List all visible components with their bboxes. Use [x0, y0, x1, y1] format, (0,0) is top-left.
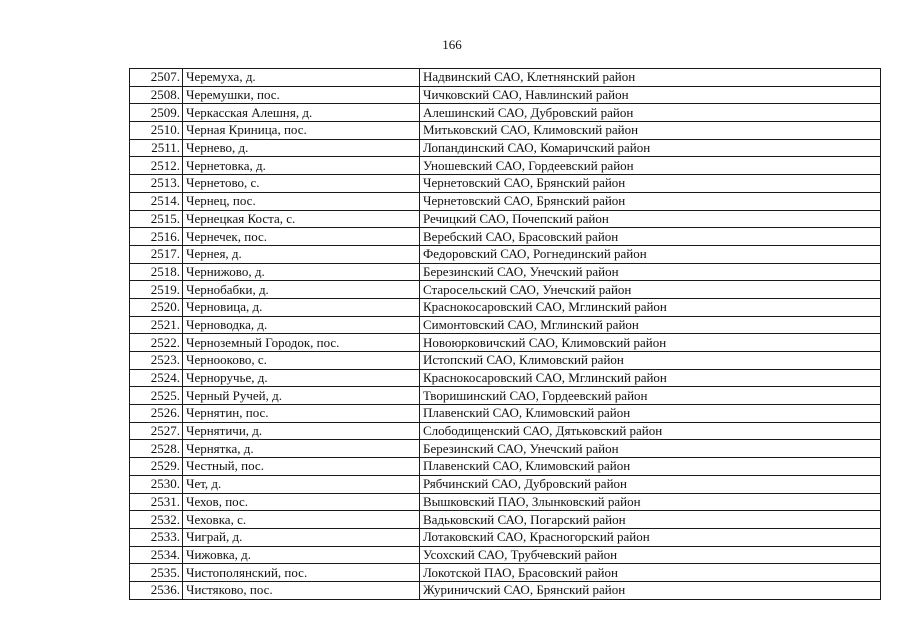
admin-district-cell: Уношевский САО, Гордеевский район [420, 157, 881, 175]
row-number-cell: 2528. [130, 440, 183, 458]
table-row [130, 334, 881, 352]
settlement-name-cell: Чернец, пос. [183, 192, 420, 210]
admin-district-cell: Журиничский САО, Брянский район [420, 581, 881, 599]
row-number-cell: 2525. [130, 387, 183, 405]
settlement-name-cell: Чернижово, д. [183, 263, 420, 281]
settlement-name-cell: Чернобабки, д. [183, 281, 420, 299]
row-number-cell: 2519. [130, 281, 183, 299]
row-number-cell: 2516. [130, 228, 183, 246]
admin-district-cell: Краснокосаровский САО, Мглинский район [420, 298, 881, 316]
row-number-cell: 2529. [130, 458, 183, 476]
settlement-name-cell: Чернечек, пос. [183, 228, 420, 246]
settlement-name-cell: Чернея, д. [183, 245, 420, 263]
row-number-cell: 2507. [130, 69, 183, 87]
row-number-cell: 2511. [130, 139, 183, 157]
settlement-name-cell: Чернево, д. [183, 139, 420, 157]
settlement-name-cell: Чернятичи, д. [183, 422, 420, 440]
row-number-cell: 2509. [130, 104, 183, 122]
settlement-name-cell: Черкасская Алешня, д. [183, 104, 420, 122]
table-row [130, 458, 881, 476]
table-row [130, 422, 881, 440]
admin-district-cell: Веребский САО, Брасовский район [420, 228, 881, 246]
admin-district-cell: Краснокосаровский САО, Мглинский район [420, 369, 881, 387]
row-number-cell: 2512. [130, 157, 183, 175]
row-number-cell: 2524. [130, 369, 183, 387]
settlement-name-cell: Чернетово, с. [183, 175, 420, 193]
admin-district-cell: Лопандинский САО, Комаричский район [420, 139, 881, 157]
table-row [130, 281, 881, 299]
settlement-name-cell: Чехов, пос. [183, 493, 420, 511]
row-number-cell: 2532. [130, 511, 183, 529]
table-row [130, 69, 881, 87]
table-row [130, 493, 881, 511]
settlement-name-cell: Черновица, д. [183, 298, 420, 316]
table-row [130, 86, 881, 104]
settlement-name-cell: Чижовка, д. [183, 546, 420, 564]
row-number-cell: 2514. [130, 192, 183, 210]
admin-district-cell: Надвинский САО, Клетнянский район [420, 69, 881, 87]
table-row [130, 546, 881, 564]
table-row [130, 352, 881, 370]
admin-district-cell: Новоюрковичский САО, Климовский район [420, 334, 881, 352]
admin-district-cell: Березинский САО, Унечский район [420, 440, 881, 458]
admin-district-cell: Федоровский САО, Рогнединский район [420, 245, 881, 263]
table-row [130, 528, 881, 546]
settlement-name-cell: Чиграй, д. [183, 528, 420, 546]
row-number-cell: 2522. [130, 334, 183, 352]
row-number-cell: 2513. [130, 175, 183, 193]
row-number-cell: 2515. [130, 210, 183, 228]
row-number-cell: 2517. [130, 245, 183, 263]
row-number-cell: 2533. [130, 528, 183, 546]
admin-district-cell: Лотаковский САО, Красногорский район [420, 528, 881, 546]
table-row [130, 316, 881, 334]
admin-district-cell: Алешинский САО, Дубровский район [420, 104, 881, 122]
row-number-cell: 2510. [130, 122, 183, 140]
row-number-cell: 2520. [130, 298, 183, 316]
table-row [130, 122, 881, 140]
table-body [130, 69, 881, 600]
settlement-name-cell: Черноводка, д. [183, 316, 420, 334]
table-row [130, 210, 881, 228]
table-row [130, 440, 881, 458]
settlement-name-cell: Чеховка, с. [183, 511, 420, 529]
table-row [130, 387, 881, 405]
row-number-cell: 2508. [130, 86, 183, 104]
settlement-name-cell: Черемушки, пос. [183, 86, 420, 104]
table-row [130, 192, 881, 210]
settlement-name-cell: Черная Криница, пос. [183, 122, 420, 140]
table-row [130, 581, 881, 599]
admin-district-cell: Плавенский САО, Климовский район [420, 458, 881, 476]
row-number-cell: 2521. [130, 316, 183, 334]
settlement-name-cell: Чистополянский, пос. [183, 564, 420, 582]
row-number-cell: 2534. [130, 546, 183, 564]
table-row [130, 228, 881, 246]
table-row [130, 245, 881, 263]
admin-district-cell: Локотской ПАО, Брасовский район [420, 564, 881, 582]
settlement-name-cell: Чернятин, пос. [183, 405, 420, 423]
table-row [130, 139, 881, 157]
table-row [130, 564, 881, 582]
settlement-name-cell: Чернецкая Коста, с. [183, 210, 420, 228]
admin-district-cell: Слободищенский САО, Дятьковский район [420, 422, 881, 440]
admin-district-cell: Усохский САО, Трубчевский район [420, 546, 881, 564]
settlement-name-cell: Чернетовка, д. [183, 157, 420, 175]
admin-district-cell: Чернетовский САО, Брянский район [420, 192, 881, 210]
settlement-name-cell: Чистяково, пос. [183, 581, 420, 599]
admin-district-cell: Речицкий САО, Почепский район [420, 210, 881, 228]
row-number-cell: 2531. [130, 493, 183, 511]
admin-district-cell: Чернетовский САО, Брянский район [420, 175, 881, 193]
row-number-cell: 2523. [130, 352, 183, 370]
admin-district-cell: Плавенский САО, Климовский район [420, 405, 881, 423]
settlement-name-cell: Честный, пос. [183, 458, 420, 476]
table-row [130, 298, 881, 316]
settlements-table [129, 68, 881, 600]
settlement-name-cell: Чернятка, д. [183, 440, 420, 458]
row-number-cell: 2526. [130, 405, 183, 423]
table-row [130, 511, 881, 529]
row-number-cell: 2535. [130, 564, 183, 582]
table-row [130, 263, 881, 281]
settlement-name-cell: Черноручье, д. [183, 369, 420, 387]
admin-district-cell: Чичковский САО, Навлинский район [420, 86, 881, 104]
table-row [130, 475, 881, 493]
table-row [130, 369, 881, 387]
settlement-name-cell: Чернооково, с. [183, 352, 420, 370]
table-row [130, 405, 881, 423]
table-row [130, 175, 881, 193]
admin-district-cell: Вышковский ПАО, Злынковский район [420, 493, 881, 511]
admin-district-cell: Рябчинский САО, Дубровский район [420, 475, 881, 493]
settlement-name-cell: Черемуха, д. [183, 69, 420, 87]
settlement-name-cell: Черный Ручей, д. [183, 387, 420, 405]
settlement-name-cell: Чет, д. [183, 475, 420, 493]
page-number: 166 [442, 37, 462, 52]
row-number-cell: 2518. [130, 263, 183, 281]
admin-district-cell: Вадьковский САО, Погарский район [420, 511, 881, 529]
admin-district-cell: Симонтовский САО, Мглинский район [420, 316, 881, 334]
admin-district-cell: Митьковский САО, Климовский район [420, 122, 881, 140]
settlement-name-cell: Черноземный Городок, пос. [183, 334, 420, 352]
admin-district-cell: Старосельский САО, Унечский район [420, 281, 881, 299]
row-number-cell: 2527. [130, 422, 183, 440]
row-number-cell: 2536. [130, 581, 183, 599]
admin-district-cell: Березинский САО, Унечский район [420, 263, 881, 281]
admin-district-cell: Творишинский САО, Гордеевский район [420, 387, 881, 405]
admin-district-cell: Истопский САО, Климовский район [420, 352, 881, 370]
table-row [130, 157, 881, 175]
row-number-cell: 2530. [130, 475, 183, 493]
table-row [130, 104, 881, 122]
